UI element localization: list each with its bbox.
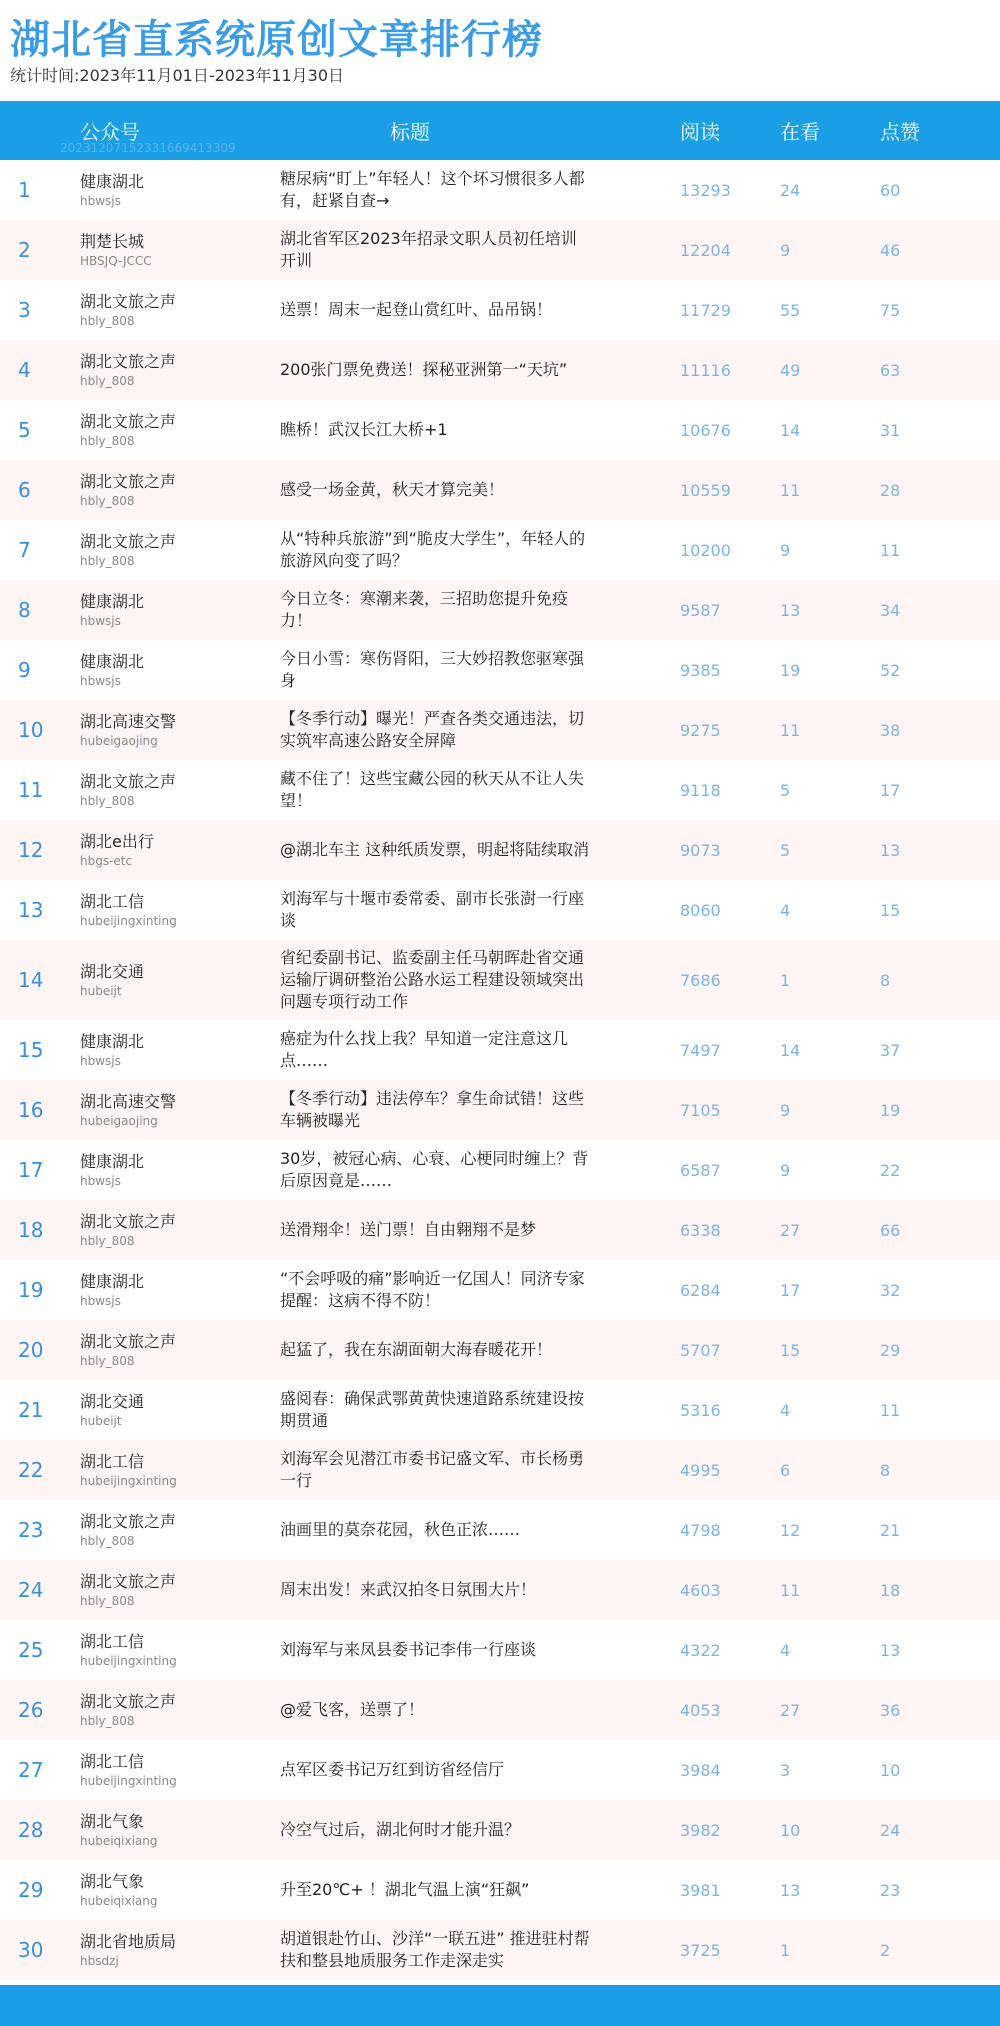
- table-row: [0, 1740, 1000, 1800]
- article-title: “不会呼吸的痛”影响近一亿国人！同济专家提醒：这病不得不防！: [280, 1269, 585, 1310]
- looking-count: 9: [780, 1100, 791, 1120]
- like-count: 38: [880, 720, 901, 740]
- like-count: 15: [880, 900, 901, 920]
- table-row: [0, 1260, 1000, 1320]
- like-count: 60: [880, 180, 901, 200]
- read-count: 4995: [680, 1460, 721, 1480]
- article-title: 送滑翔伞！送门票！自由翱翔不是梦: [280, 1220, 537, 1239]
- article-title: 感受一场金黄，秋天才算完美！: [280, 480, 505, 499]
- rank-number: 25: [18, 1638, 44, 1662]
- account-id: hubeijingxinting: [80, 1774, 177, 1788]
- article-title: 瞧桥！武汉长江大桥+1: [280, 420, 448, 439]
- account-cell: [80, 640, 144, 700]
- article-title: 刘海军与来凤县委书记李伟一行座谈: [280, 1640, 537, 1659]
- account-id: hubeijt: [80, 1414, 122, 1428]
- like-count: 13: [880, 840, 901, 860]
- account-cell: [80, 1380, 144, 1440]
- like-count: 8: [880, 970, 891, 990]
- read-count: 6338: [680, 1220, 721, 1240]
- rank-number: 28: [18, 1818, 44, 1842]
- header-code: 20231207152331669413309: [60, 141, 236, 155]
- account-id: hbly_808: [80, 1534, 135, 1548]
- read-count: 3981: [680, 1880, 721, 1900]
- article-title: 油画里的莫奈花园，秋色正浓……: [280, 1520, 521, 1539]
- table-row: [0, 940, 1000, 1020]
- account-name: 健康湖北: [80, 1032, 145, 1051]
- rank-number: 17: [18, 1158, 44, 1182]
- article-title: 从“特种兵旅游”到“脆皮大学生”，年轻人的旅游风向变了吗？: [280, 529, 586, 570]
- account-id: hubeijingxinting: [80, 1474, 177, 1488]
- account-cell: [80, 1260, 144, 1320]
- looking-count: 4: [780, 900, 791, 920]
- account-id: hbgs-etc: [80, 854, 133, 868]
- account-name: 湖北气象: [80, 1812, 145, 1831]
- article-title: 起猛了，我在东湖面朝大海春暖花开！: [280, 1340, 553, 1359]
- account-id: hbly_808: [80, 1714, 135, 1728]
- account-cell: [80, 1920, 176, 1980]
- article-title: 胡道银赴竹山、沙洋“一联五进” 推进驻村帮扶和整县地质服务工作走深走实: [280, 1929, 590, 1970]
- looking-count: 5: [780, 840, 791, 860]
- table-row: [0, 1440, 1000, 1500]
- like-count: 2: [880, 1940, 891, 1960]
- read-count: 9587: [680, 600, 721, 620]
- read-count: 10676: [680, 420, 731, 440]
- article-title: 送票！周末一起登山赏红叶、品吊锅！: [280, 300, 553, 319]
- account-id: hbly_808: [80, 794, 135, 808]
- looking-count: 27: [780, 1700, 801, 1720]
- account-id: hbly_808: [80, 1234, 135, 1248]
- rank-number: 21: [18, 1398, 44, 1422]
- account-id: hbsdzj: [80, 1954, 119, 1968]
- article-title: @爱飞客，送票了！: [280, 1700, 425, 1719]
- account-id: hubeiqixiang: [80, 1834, 158, 1848]
- like-count: 63: [880, 360, 901, 380]
- looking-count: 13: [780, 1880, 801, 1900]
- account-name: 湖北工信: [80, 1752, 145, 1771]
- read-count: 6587: [680, 1160, 721, 1180]
- looking-count: 4: [780, 1400, 791, 1420]
- account-id: hbwsjs: [80, 194, 121, 208]
- article-title: 藏不住了！这些宝藏公园的秋天从不让人失望！: [280, 769, 585, 810]
- rank-number: 23: [18, 1518, 44, 1542]
- account-id: HBSJQ-JCCC: [80, 254, 152, 268]
- account-id: hbly_808: [80, 1594, 135, 1608]
- read-count: 10200: [680, 540, 731, 560]
- account-cell: [80, 520, 176, 580]
- rank-number: 24: [18, 1578, 44, 1602]
- account-name: 健康湖北: [80, 172, 145, 191]
- rank-number: 27: [18, 1758, 44, 1782]
- account-name: 湖北文旅之声: [80, 1212, 177, 1231]
- account-cell: [80, 1500, 176, 1560]
- account-id: hubeiqixiang: [80, 1894, 158, 1908]
- account-name: 湖北文旅之声: [80, 352, 177, 371]
- article-title: 升至20℃+ ！湖北气温上演“狂飙”: [280, 1880, 530, 1899]
- table-row: [0, 1560, 1000, 1620]
- article-title: 湖北省军区2023年招录文职人员初任培训开训: [280, 229, 577, 270]
- table-row: [0, 340, 1000, 400]
- looking-count: 14: [780, 1040, 801, 1060]
- looking-count: 11: [780, 480, 801, 500]
- looking-count: 10: [780, 1820, 801, 1840]
- table-row: [0, 1920, 1000, 1980]
- article-title: 今日小雪：寒伤肾阳，三大妙招教您驱寒强身: [280, 649, 585, 690]
- account-cell: [80, 1200, 176, 1260]
- article-title: 点军区委书记万红到访省经信厅: [280, 1760, 505, 1779]
- footer-bar: [0, 1985, 1000, 2026]
- table-row: [0, 1140, 1000, 1200]
- article-title: 冷空气过后，湖北何时才能升温？: [280, 1820, 521, 1839]
- like-count: 28: [880, 480, 901, 500]
- rank-number: 6: [18, 478, 31, 502]
- looking-count: 12: [780, 1520, 801, 1540]
- account-cell: [80, 460, 176, 520]
- read-count: 6284: [680, 1280, 721, 1300]
- account-cell: [80, 160, 144, 220]
- account-id: hubeigaojing: [80, 1114, 158, 1128]
- read-count: 5316: [680, 1400, 721, 1420]
- account-id: hbly_808: [80, 554, 135, 568]
- rank-number: 13: [18, 898, 44, 922]
- looking-count: 19: [780, 660, 801, 680]
- read-count: 3982: [680, 1820, 721, 1840]
- table-row: [0, 1680, 1000, 1740]
- header-title: 标题: [390, 120, 430, 144]
- table-row: [0, 1380, 1000, 1440]
- page-title: 湖北省直系统原创文章排行榜: [10, 17, 543, 63]
- article-title: 癌症为什么找上我？早知道一定注意这几点……: [280, 1029, 569, 1070]
- account-cell: [80, 280, 176, 340]
- account-id: hbly_808: [80, 374, 135, 388]
- account-cell: [80, 1020, 144, 1080]
- account-name: 健康湖北: [80, 1272, 145, 1291]
- table-row: [0, 640, 1000, 700]
- account-cell: [80, 760, 176, 820]
- table-row: [0, 1200, 1000, 1260]
- article-title: 30岁，被冠心病、心衰、心梗同时缠上？背后原因竟是……: [280, 1149, 589, 1190]
- header-like: 点赞: [880, 120, 920, 144]
- table-row: [0, 160, 1000, 220]
- looking-count: 13: [780, 600, 801, 620]
- account-name: 湖北文旅之声: [80, 1512, 177, 1531]
- like-count: 36: [880, 1700, 901, 1720]
- rank-number: 4: [18, 358, 31, 382]
- header-read: 阅读: [680, 120, 720, 144]
- account-id: hbly_808: [80, 434, 135, 448]
- rank-number: 12: [18, 838, 44, 862]
- read-count: 4053: [680, 1700, 721, 1720]
- like-count: 34: [880, 600, 901, 620]
- account-name: 湖北省地质局: [80, 1932, 177, 1951]
- account-id: hbly_808: [80, 494, 135, 508]
- account-name: 湖北高速交警: [80, 712, 177, 731]
- rank-number: 9: [18, 658, 31, 682]
- account-name: 湖北文旅之声: [80, 292, 177, 311]
- account-name: 健康湖北: [80, 1152, 145, 1171]
- rank-number: 2: [18, 238, 31, 262]
- like-count: 8: [880, 1460, 891, 1480]
- rank-number: 14: [18, 968, 44, 992]
- rank-number: 8: [18, 598, 31, 622]
- account-name: 湖北文旅之声: [80, 1332, 177, 1351]
- like-count: 46: [880, 240, 901, 260]
- like-count: 29: [880, 1340, 901, 1360]
- table-row: [0, 1860, 1000, 1920]
- account-cell: [80, 700, 176, 760]
- account-id: hubeijt: [80, 984, 122, 998]
- account-id: hubeijingxinting: [80, 1654, 177, 1668]
- article-title: 200张门票免费送！探秘亚洲第一“天坑”: [280, 360, 568, 379]
- article-title: 省纪委副书记、监委副主任马朝晖赴省交通运输厅调研整治公路水运工程建设领域突出问题专项行动工作: [280, 948, 585, 1011]
- looking-count: 24: [780, 180, 801, 200]
- read-count: 5707: [680, 1340, 721, 1360]
- read-count: 12204: [680, 240, 731, 260]
- rank-number: 10: [18, 718, 44, 742]
- read-count: 7686: [680, 970, 721, 990]
- table-row: [0, 1020, 1000, 1080]
- table-row: [0, 1800, 1000, 1860]
- account-cell: [80, 1860, 158, 1920]
- table-row: [0, 460, 1000, 520]
- header-account: 公众号: [80, 120, 140, 144]
- article-title: 【冬季行动】曝光！严查各类交通违法，切实筑牢高速公路安全屏障: [280, 709, 585, 750]
- like-count: 17: [880, 780, 901, 800]
- account-id: hbwsjs: [80, 614, 121, 628]
- read-count: 3984: [680, 1760, 721, 1780]
- page-header: [0, 0, 1000, 101]
- account-cell: [80, 940, 144, 1020]
- looking-count: 55: [780, 300, 801, 320]
- account-id: hbwsjs: [80, 674, 121, 688]
- account-id: hbly_808: [80, 314, 135, 328]
- account-id: hubeijingxinting: [80, 914, 177, 928]
- looking-count: 1: [780, 970, 791, 990]
- like-count: 75: [880, 300, 901, 320]
- read-count: 3725: [680, 1940, 721, 1960]
- like-count: 19: [880, 1100, 901, 1120]
- account-cell: [80, 1080, 176, 1140]
- looking-count: 4: [780, 1640, 791, 1660]
- account-cell: [80, 1620, 177, 1680]
- rank-number: 11: [18, 778, 44, 802]
- read-count: 7105: [680, 1100, 721, 1120]
- account-id: hbwsjs: [80, 1054, 121, 1068]
- read-count: 4603: [680, 1580, 721, 1600]
- read-count: 9118: [680, 780, 721, 800]
- account-cell: [80, 220, 152, 280]
- account-cell: [80, 1560, 176, 1620]
- rank-number: 26: [18, 1698, 44, 1722]
- account-id: hbwsjs: [80, 1174, 121, 1188]
- read-count: 13293: [680, 180, 731, 200]
- article-title: 刘海军与十堰市委常委、副市长张澍一行座谈: [280, 889, 585, 930]
- rank-number: 7: [18, 538, 31, 562]
- like-count: 66: [880, 1220, 901, 1240]
- account-name: 湖北交通: [80, 1392, 145, 1411]
- looking-count: 11: [780, 720, 801, 740]
- rank-number: 30: [18, 1938, 44, 1962]
- like-count: 31: [880, 420, 901, 440]
- looking-count: 3: [780, 1760, 791, 1780]
- table-row: [0, 1080, 1000, 1140]
- account-name: 湖北文旅之声: [80, 1692, 177, 1711]
- like-count: 21: [880, 1520, 901, 1540]
- looking-count: 5: [780, 780, 791, 800]
- account-name: 湖北文旅之声: [80, 472, 177, 491]
- table-row: [0, 400, 1000, 460]
- account-name: 荆楚长城: [80, 232, 145, 251]
- read-count: 4798: [680, 1520, 721, 1540]
- looking-count: 9: [780, 240, 791, 260]
- account-id: hubeigaojing: [80, 734, 158, 748]
- like-count: 52: [880, 660, 901, 680]
- account-name: 湖北工信: [80, 892, 145, 911]
- account-name: 湖北工信: [80, 1452, 145, 1471]
- table-row: [0, 880, 1000, 940]
- looking-count: 17: [780, 1280, 801, 1300]
- rank-number: 15: [18, 1038, 44, 1062]
- account-name: 湖北文旅之声: [80, 412, 177, 431]
- account-name: 湖北文旅之声: [80, 772, 177, 791]
- ranking-table: [0, 160, 1000, 1980]
- rank-number: 18: [18, 1218, 44, 1242]
- table-row: [0, 1320, 1000, 1380]
- like-count: 22: [880, 1160, 901, 1180]
- looking-count: 27: [780, 1220, 801, 1240]
- account-name: 湖北文旅之声: [80, 1572, 177, 1591]
- account-name: 湖北文旅之声: [80, 532, 177, 551]
- table-row: [0, 820, 1000, 880]
- article-title: @湖北车主 这种纸质发票，明起将陆续取消: [280, 840, 590, 859]
- statistics-period: 统计时间:2023年11月01日-2023年11月30日: [10, 66, 345, 85]
- like-count: 24: [880, 1820, 901, 1840]
- read-count: 8060: [680, 900, 721, 920]
- looking-count: 49: [780, 360, 801, 380]
- account-cell: [80, 1800, 158, 1860]
- account-cell: [80, 820, 154, 880]
- table-row: [0, 580, 1000, 640]
- looking-count: 9: [780, 540, 791, 560]
- like-count: 32: [880, 1280, 901, 1300]
- article-title: 盛阅春：确保武鄂黄黄快速道路系统建设按期贯通: [280, 1389, 585, 1430]
- read-count: 7497: [680, 1040, 721, 1060]
- table-row: [0, 760, 1000, 820]
- account-cell: [80, 880, 177, 940]
- read-count: 9073: [680, 840, 721, 860]
- like-count: 10: [880, 1760, 901, 1780]
- rank-number: 19: [18, 1278, 44, 1302]
- article-title: 【冬季行动】违法停车？拿生命试错！这些车辆被曝光: [280, 1089, 585, 1130]
- looking-count: 14: [780, 420, 801, 440]
- account-id: hbwsjs: [80, 1294, 121, 1308]
- account-id: hbly_808: [80, 1354, 135, 1368]
- looking-count: 1: [780, 1940, 791, 1960]
- account-cell: [80, 400, 176, 460]
- like-count: 13: [880, 1640, 901, 1660]
- like-count: 23: [880, 1880, 901, 1900]
- table-row: [0, 520, 1000, 580]
- account-name: 湖北气象: [80, 1872, 145, 1891]
- account-name: 湖北高速交警: [80, 1092, 177, 1111]
- account-cell: [80, 1440, 177, 1500]
- read-count: 9275: [680, 720, 721, 740]
- table-header: [0, 101, 1000, 160]
- like-count: 18: [880, 1580, 901, 1600]
- rank-number: 5: [18, 418, 31, 442]
- account-name: 湖北交通: [80, 962, 145, 981]
- article-title: 糖尿病“盯上”年轻人！这个坏习惯很多人都有，赶紧自查→: [280, 169, 585, 210]
- rank-number: 16: [18, 1098, 44, 1122]
- table-row: [0, 280, 1000, 340]
- read-count: 11729: [680, 300, 731, 320]
- account-cell: [80, 1740, 177, 1800]
- rank-number: 20: [18, 1338, 44, 1362]
- looking-count: 6: [780, 1460, 791, 1480]
- rank-number: 3: [18, 298, 31, 322]
- account-name: 湖北e出行: [80, 832, 154, 851]
- article-title: 周末出发！来武汉拍冬日氛围大片！: [280, 1580, 537, 1599]
- read-count: 10559: [680, 480, 731, 500]
- like-count: 11: [880, 1400, 901, 1420]
- account-name: 健康湖北: [80, 592, 145, 611]
- account-cell: [80, 580, 144, 640]
- read-count: 9385: [680, 660, 721, 680]
- article-title: 刘海军会见潜江市委书记盛文军、市长杨勇一行: [280, 1449, 585, 1490]
- looking-count: 11: [780, 1580, 801, 1600]
- account-name: 健康湖北: [80, 652, 145, 671]
- table-row: [0, 220, 1000, 280]
- account-name: 湖北工信: [80, 1632, 145, 1651]
- read-count: 4322: [680, 1640, 721, 1660]
- looking-count: 9: [780, 1160, 791, 1180]
- table-row: [0, 1620, 1000, 1680]
- account-cell: [80, 1140, 144, 1200]
- rank-number: 22: [18, 1458, 44, 1482]
- looking-count: 15: [780, 1340, 801, 1360]
- account-cell: [80, 340, 176, 400]
- article-title: 今日立冬：寒潮来袭，三招助您提升免疫力！: [280, 589, 569, 630]
- rank-number: 1: [18, 178, 31, 202]
- table-row: [0, 700, 1000, 760]
- like-count: 37: [880, 1040, 901, 1060]
- like-count: 11: [880, 540, 901, 560]
- account-cell: [80, 1320, 176, 1380]
- read-count: 11116: [680, 360, 731, 380]
- rank-number: 29: [18, 1878, 44, 1902]
- account-cell: [80, 1680, 176, 1740]
- table-row: [0, 1500, 1000, 1560]
- header-look: 在看: [780, 120, 820, 144]
